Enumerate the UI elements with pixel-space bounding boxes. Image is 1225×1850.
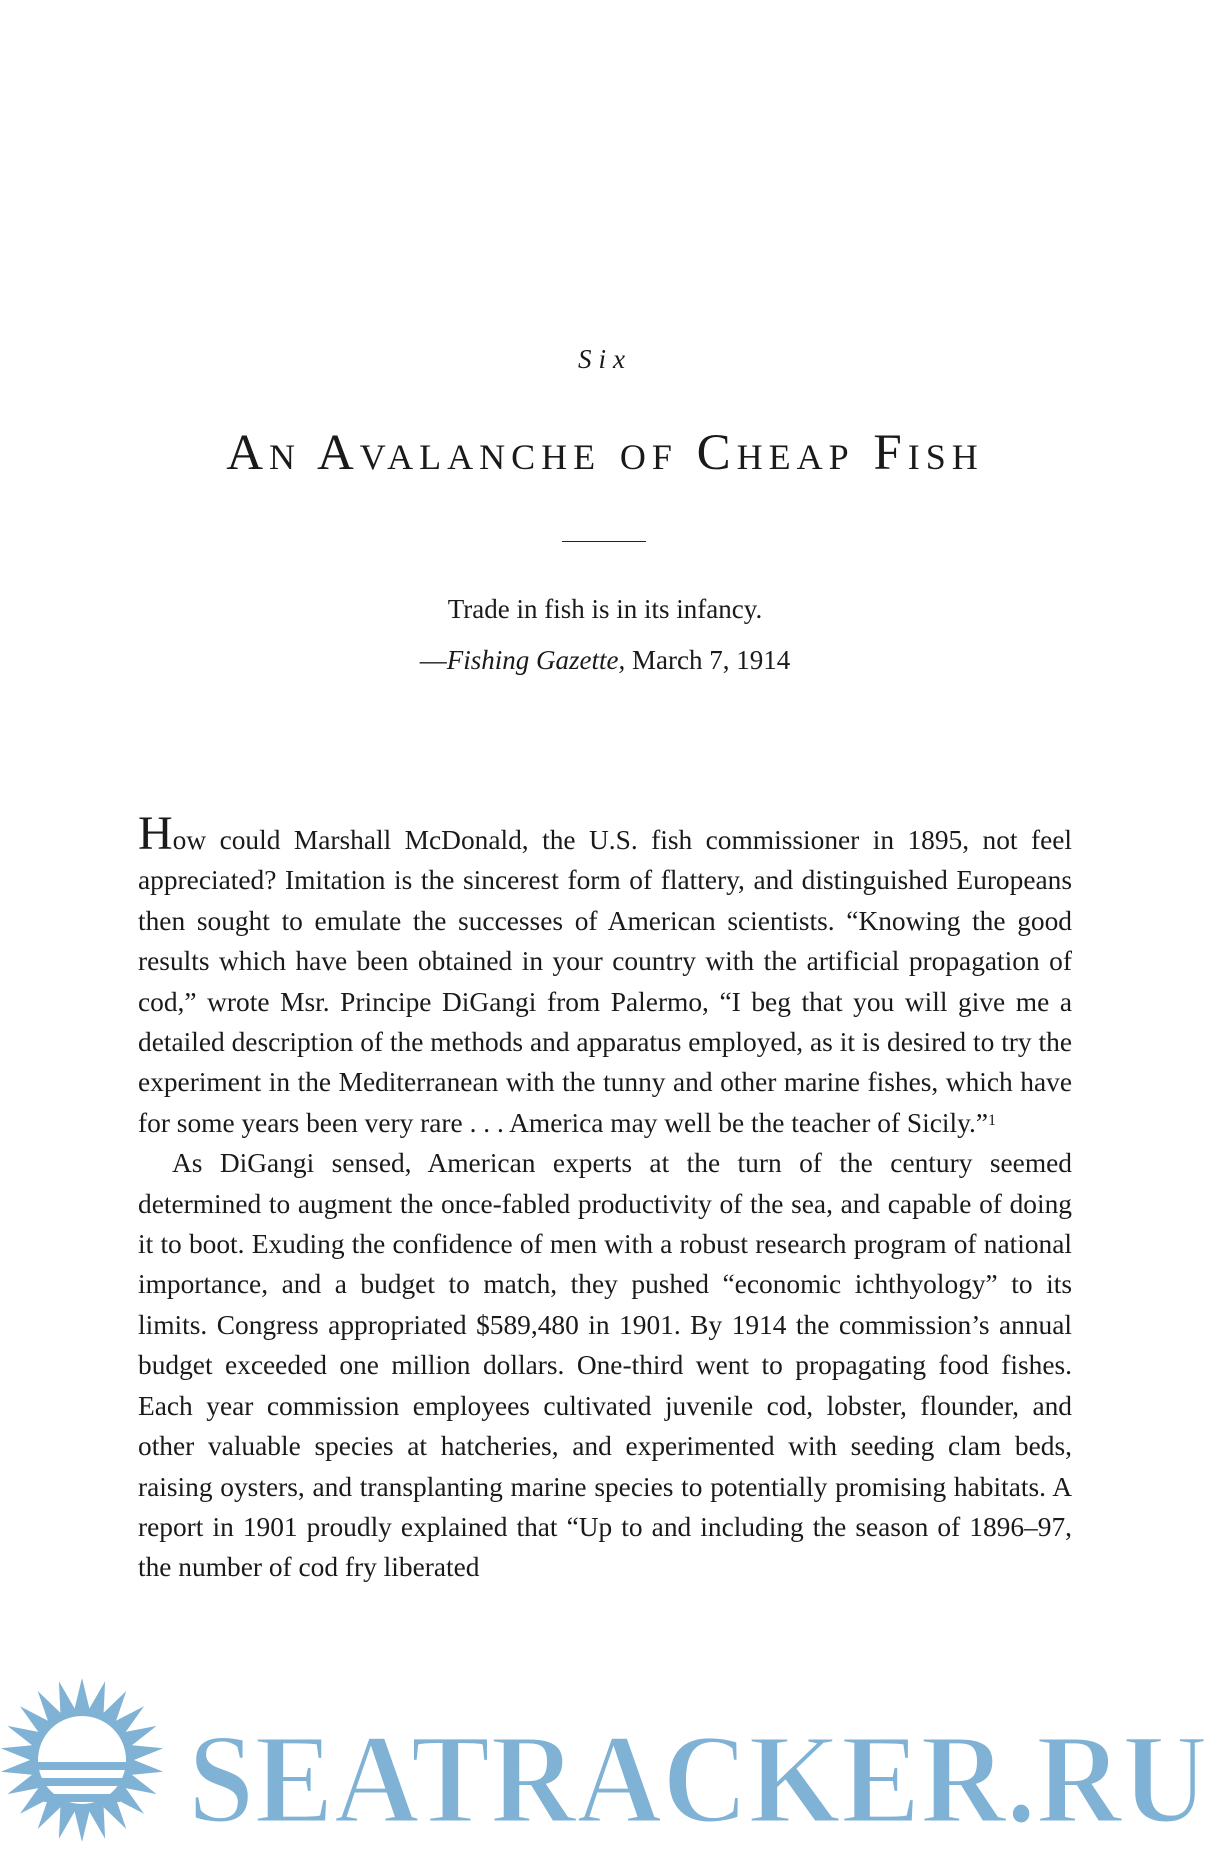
footnote-reference[interactable]: 1 <box>988 1111 997 1129</box>
epigraph <box>300 584 910 686</box>
chapter-title: An Avalanche of Cheap Fish <box>226 425 984 481</box>
epigraph-dash: — <box>419 645 447 675</box>
sunburst-logo-icon <box>1 1678 163 1842</box>
epigraph-attribution <box>300 635 910 686</box>
paragraph-1-text: ow could Marshall McDonald, the U.S. fish commissioner in 1895, not feel appreciated? Imitation is the sincerest form of flattery, and distinguished Europeans then sought to emulate the successes of American scientists. “Knowing the good results which have been obtained in your country with the artificial propagation of cod,” wrote Msr. Principe DiGangi from Palermo, “I beg that you will give me a detailed description of the methods and apparatus employed, as it is desired to try the experiment in the Mediterranean with the tunny and other marine fishes, which have for some years been very rare . . . America may well be the teacher of Sicily.” <box>138 825 1072 1138</box>
paragraph-2: As DiGangi sensed, American experts at the turn of the century seemed determined to augment the once-fabled productivity of the sea, and capable of doing it to boot. Exuding the confidence of men with a robust research program of national importance, and a budget to match, they pushed “economic ichthyology” to its limits. Congress appropriated $589,480 in 1901. By 1914 the commission’s annual budget exceeded one million dollars. One-third went to propagating food fishes. Each year commission employees cultivated juvenile cod, lobster, flounder, and other valuable species at hatcheries, and experimented with seeding clam beds, raising oysters, and transplanting marine species to potentially promising habitats. A report in 1901 proudly explained that “Up to and including the season of 1896–97, the number of cod fry liberated <box>138 1148 1072 1583</box>
body-text <box>138 807 1072 1588</box>
epigraph-quote: Trade in fish is in its infancy. <box>447 594 763 624</box>
watermark <box>0 1660 1225 1850</box>
chapter-number: Six <box>578 344 632 374</box>
title-rule <box>562 541 646 542</box>
drop-initial: H <box>138 807 173 860</box>
epigraph-publication: Fishing Gazette, <box>446 645 626 675</box>
watermark-text: SEATRACKER.RU <box>188 1708 1208 1850</box>
epigraph-date: March 7, 1914 <box>625 645 791 675</box>
paragraph-1 <box>138 807 1072 1143</box>
